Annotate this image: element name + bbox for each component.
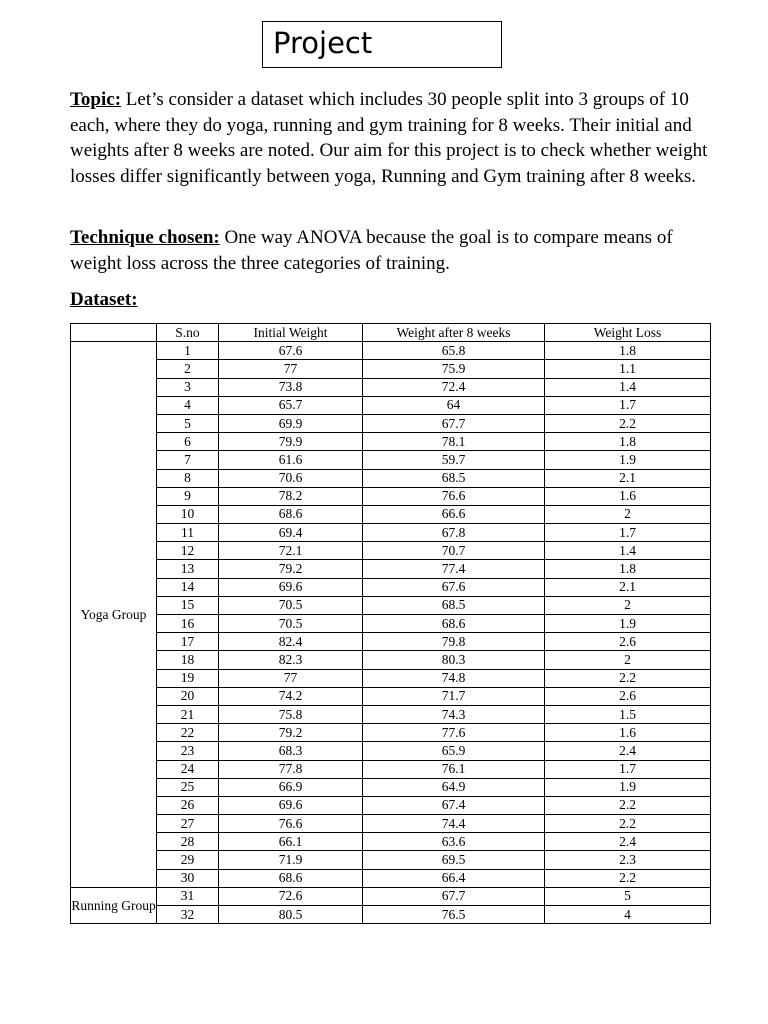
sno-cell: 2	[157, 360, 219, 378]
group-header	[71, 324, 157, 342]
dataset-label: Dataset:	[70, 289, 138, 310]
topic-text: Let’s consider a dataset which includes 30 people split into 3 groups of 10 each, where they do yoga, running and gym training for 8 weeks. Their initial and weights after 8 weeks are noted. Our aim for this project is to check whether weight losses differ significantly between yoga, Running and Gym training after 8 weeks.	[70, 89, 708, 187]
sno-cell: 8	[157, 469, 219, 487]
weight-loss-cell: 2	[545, 505, 711, 523]
weight-after-cell: 80.3	[363, 651, 545, 669]
initial-weight-cell: 69.9	[219, 414, 363, 432]
weight-after-cell: 68.6	[363, 615, 545, 633]
weight-after-cell: 69.5	[363, 851, 545, 869]
initial-weight-cell: 70.5	[219, 596, 363, 614]
table-row	[71, 651, 711, 669]
weight-loss-cell: 2.4	[545, 833, 711, 851]
table-row	[71, 542, 711, 560]
sno-cell: 20	[157, 687, 219, 705]
initial-weight-cell: 69.6	[219, 578, 363, 596]
table-row	[71, 524, 711, 542]
weight-after-cell: 67.7	[363, 887, 545, 905]
weight-loss-cell: 1.8	[545, 433, 711, 451]
initial-weight-cell: 77	[219, 669, 363, 687]
sno-cell: 6	[157, 433, 219, 451]
weight-loss-cell: 1.8	[545, 342, 711, 360]
initial-weight-cell: 72.1	[219, 542, 363, 560]
initial-weight-cell: 78.2	[219, 487, 363, 505]
weight-loss-cell: 1.9	[545, 615, 711, 633]
table-row	[71, 560, 711, 578]
table-row	[71, 469, 711, 487]
weight-after-cell: 64.9	[363, 778, 545, 796]
technique-paragraph	[70, 225, 710, 276]
weight-after-cell: 76.6	[363, 487, 545, 505]
topic-label: Topic:	[70, 89, 122, 110]
sno-cell: 28	[157, 833, 219, 851]
table-row	[71, 360, 711, 378]
initial-weight-cell: 77	[219, 360, 363, 378]
sno-cell: 14	[157, 578, 219, 596]
weight-after-cell: 70.7	[363, 542, 545, 560]
table-row	[71, 778, 711, 796]
sno-cell: 15	[157, 596, 219, 614]
table-row	[71, 796, 711, 814]
topic-paragraph	[70, 87, 710, 189]
weight-loss-cell: 2.2	[545, 669, 711, 687]
sno-header: S.no	[157, 324, 219, 342]
weight-after-cell: 78.1	[363, 433, 545, 451]
table-row	[71, 742, 711, 760]
initial-weight-cell: 79.9	[219, 433, 363, 451]
sno-cell: 4	[157, 396, 219, 414]
weight-after-cell: 76.1	[363, 760, 545, 778]
table-row	[71, 451, 711, 469]
sno-cell: 25	[157, 778, 219, 796]
weight-loss-cell: 1.6	[545, 724, 711, 742]
table-row	[71, 342, 711, 360]
sno-cell: 5	[157, 414, 219, 432]
weight-loss-cell: 2.2	[545, 815, 711, 833]
weight-loss-cell: 1.9	[545, 451, 711, 469]
weight-after-header: Weight after 8 weeks	[363, 324, 545, 342]
dataset-heading	[70, 287, 710, 313]
weight-loss-cell: 1.4	[545, 542, 711, 560]
weight-after-cell: 74.3	[363, 705, 545, 723]
weight-loss-cell: 2.6	[545, 633, 711, 651]
weight-loss-cell: 2.2	[545, 796, 711, 814]
weight-after-cell: 59.7	[363, 451, 545, 469]
weight-loss-cell: 1.9	[545, 778, 711, 796]
sno-cell: 3	[157, 378, 219, 396]
sno-cell: 18	[157, 651, 219, 669]
weight-after-cell: 79.8	[363, 633, 545, 651]
weight-loss-cell: 2.1	[545, 469, 711, 487]
initial-weight-cell: 68.6	[219, 505, 363, 523]
weight-loss-cell: 2.4	[545, 742, 711, 760]
sno-cell: 1	[157, 342, 219, 360]
table-row	[71, 578, 711, 596]
page-title: Project	[273, 26, 373, 60]
table-row	[71, 633, 711, 651]
weight-after-cell: 76.5	[363, 906, 545, 924]
sno-cell: 12	[157, 542, 219, 560]
weight-after-cell: 75.9	[363, 360, 545, 378]
weight-after-cell: 77.6	[363, 724, 545, 742]
weight-after-cell: 74.4	[363, 815, 545, 833]
weight-after-cell: 65.8	[363, 342, 545, 360]
weight-loss-cell: 5	[545, 887, 711, 905]
table-row	[71, 705, 711, 723]
table-row	[71, 724, 711, 742]
table-row	[71, 396, 711, 414]
group-label-cell: Running Group	[71, 887, 157, 923]
initial-weight-cell: 79.2	[219, 560, 363, 578]
initial-weight-cell: 61.6	[219, 451, 363, 469]
weight-after-cell: 67.6	[363, 578, 545, 596]
sno-cell: 10	[157, 505, 219, 523]
initial-weight-cell: 77.8	[219, 760, 363, 778]
weight-after-cell: 66.6	[363, 505, 545, 523]
initial-weight-cell: 80.5	[219, 906, 363, 924]
weight-after-cell: 66.4	[363, 869, 545, 887]
weight-after-cell: 64	[363, 396, 545, 414]
table-row	[71, 833, 711, 851]
sno-cell: 32	[157, 906, 219, 924]
weight-after-cell: 77.4	[363, 560, 545, 578]
table-row	[71, 815, 711, 833]
title-box	[262, 21, 502, 68]
initial-weight-cell: 68.3	[219, 742, 363, 760]
initial-weight-cell: 72.6	[219, 887, 363, 905]
dataset-table-body	[71, 324, 711, 924]
weight-loss-cell: 1.7	[545, 396, 711, 414]
initial-weight-cell: 82.3	[219, 651, 363, 669]
weight-loss-cell: 4	[545, 906, 711, 924]
table-row	[71, 887, 711, 905]
initial-weight-cell: 67.6	[219, 342, 363, 360]
table-row	[71, 596, 711, 614]
sno-cell: 7	[157, 451, 219, 469]
initial-weight-cell: 74.2	[219, 687, 363, 705]
weight-after-cell: 68.5	[363, 596, 545, 614]
table-row	[71, 906, 711, 924]
table-row	[71, 505, 711, 523]
sno-cell: 19	[157, 669, 219, 687]
initial-weight-cell: 66.1	[219, 833, 363, 851]
weight-loss-cell: 2.2	[545, 414, 711, 432]
weight-loss-cell: 1.5	[545, 705, 711, 723]
sno-cell: 22	[157, 724, 219, 742]
initial-weight-cell: 69.4	[219, 524, 363, 542]
weight-after-cell: 71.7	[363, 687, 545, 705]
weight-loss-header: Weight Loss	[545, 324, 711, 342]
initial-weight-cell: 79.2	[219, 724, 363, 742]
initial-weight-cell: 73.8	[219, 378, 363, 396]
sno-cell: 30	[157, 869, 219, 887]
weight-loss-cell: 2	[545, 651, 711, 669]
sno-cell: 17	[157, 633, 219, 651]
weight-loss-cell: 1.7	[545, 524, 711, 542]
initial-weight-cell: 68.6	[219, 869, 363, 887]
table-row	[71, 433, 711, 451]
initial-weight-cell: 71.9	[219, 851, 363, 869]
sno-cell: 16	[157, 615, 219, 633]
initial-weight-cell: 75.8	[219, 705, 363, 723]
weight-after-cell: 72.4	[363, 378, 545, 396]
weight-loss-cell: 2	[545, 596, 711, 614]
weight-loss-cell: 1.1	[545, 360, 711, 378]
initial-weight-cell: 65.7	[219, 396, 363, 414]
initial-weight-cell: 69.6	[219, 796, 363, 814]
technique-label: Technique chosen:	[70, 227, 220, 248]
initial-weight-cell: 70.5	[219, 615, 363, 633]
weight-after-cell: 65.9	[363, 742, 545, 760]
sno-cell: 9	[157, 487, 219, 505]
weight-after-cell: 74.8	[363, 669, 545, 687]
weight-after-cell: 68.5	[363, 469, 545, 487]
table-row	[71, 669, 711, 687]
table-row	[71, 487, 711, 505]
weight-loss-cell: 2.3	[545, 851, 711, 869]
weight-loss-cell: 2.1	[545, 578, 711, 596]
sno-cell: 29	[157, 851, 219, 869]
table-row	[71, 687, 711, 705]
sno-cell: 31	[157, 887, 219, 905]
table-row	[71, 851, 711, 869]
table-header-row	[71, 324, 711, 342]
group-label-cell: Yoga Group	[71, 342, 157, 888]
weight-loss-cell: 2.2	[545, 869, 711, 887]
sno-cell: 27	[157, 815, 219, 833]
table-row	[71, 615, 711, 633]
weight-loss-cell: 1.8	[545, 560, 711, 578]
weight-loss-cell: 1.7	[545, 760, 711, 778]
table-row	[71, 760, 711, 778]
table-row	[71, 414, 711, 432]
initial-weight-cell: 76.6	[219, 815, 363, 833]
sno-cell: 11	[157, 524, 219, 542]
initial-weight-cell: 82.4	[219, 633, 363, 651]
sno-cell: 24	[157, 760, 219, 778]
table-row	[71, 378, 711, 396]
weight-after-cell: 67.8	[363, 524, 545, 542]
sno-cell: 23	[157, 742, 219, 760]
weight-loss-cell: 2.6	[545, 687, 711, 705]
technique-text: One way ANOVA because the goal is to compare means of weight loss across the three categories of training.	[70, 227, 673, 274]
weight-loss-cell: 1.4	[545, 378, 711, 396]
dataset-table	[70, 323, 711, 924]
initial-weight-cell: 70.6	[219, 469, 363, 487]
sno-cell: 13	[157, 560, 219, 578]
initial-weight-cell: 66.9	[219, 778, 363, 796]
weight-after-cell: 67.4	[363, 796, 545, 814]
table-row	[71, 869, 711, 887]
sno-cell: 21	[157, 705, 219, 723]
weight-after-cell: 67.7	[363, 414, 545, 432]
weight-after-cell: 63.6	[363, 833, 545, 851]
sno-cell: 26	[157, 796, 219, 814]
weight-loss-cell: 1.6	[545, 487, 711, 505]
initial-weight-header: Initial Weight	[219, 324, 363, 342]
